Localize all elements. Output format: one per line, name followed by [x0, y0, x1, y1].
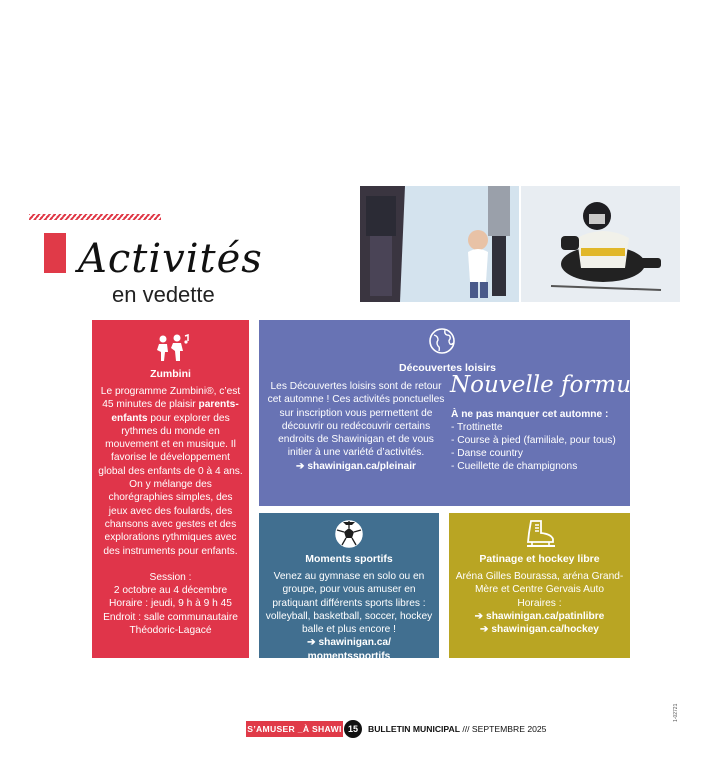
decouvertes-new-formula: Nouvelle formule! — [450, 372, 662, 398]
moments-description: Venez au gymnase en solo ou en groupe, pour vous amuser en pratiquant différents sports libres : volleyball, basketball, soccer, hockey balle et plus encore ! — [265, 571, 433, 636]
moments-title: Moments sportifs — [305, 553, 393, 565]
card-patinage-hockey — [449, 513, 630, 658]
section-tag: S’AMUSER _À SHAWI — [246, 721, 343, 737]
decouvertes-description: Les Découvertes loisirs sont de retour cet automne ! Ces activités ponctuelles sur inscription vous permettent de découvrir ou redécouvrir certains endroits de Shawinigan et de vous initier à une variété d’activités. — [267, 381, 445, 459]
soccer-ball-icon — [334, 519, 364, 549]
zumbini-description: Le programme Zumbini®, c’est 45 minutes de plaisir parents-enfants pour explorer des rythmes du monde en mouvement et en musique. Il favorise le développement global des enfants de 0 à 4 ans. On y mélange des chorégraphies simples, des jeux avec des foulards, des chansons avec gestes et des explorations rythmiques avec des instruments pour enfants. — [98, 386, 243, 557]
ice-skate-icon — [523, 519, 557, 549]
card-moments-sportifs — [259, 513, 439, 662]
list-item: - Danse country — [451, 448, 523, 459]
decouvertes-list-block — [451, 408, 616, 473]
page-subtitle: en vedette — [112, 282, 215, 307]
patinage-title: Patinage et hockey libre — [479, 553, 600, 565]
moments-link-line-2[interactable]: momentssportifs — [307, 650, 391, 662]
patinage-link-1[interactable]: ➔ shawinigan.ca/patinlibre — [474, 610, 605, 622]
zumbini-schedule: Horaire : jeudi, 9 h à 9 h 45 — [109, 598, 232, 610]
list-item: - Cueillette de champignons — [451, 461, 578, 472]
bulletin-name: BULLETIN MUNICIPAL /// SEPTEMBRE 2025 — [368, 724, 547, 734]
patinage-link-2[interactable]: ➔ shawinigan.ca/hockey — [480, 624, 599, 636]
card-zumbini — [92, 320, 249, 658]
title-accent-block — [44, 233, 66, 273]
patinage-description: Aréna Gilles Bourassa, aréna Grand-Mère et Centre Gervais Auto — [455, 571, 624, 596]
list-item: - Course à pied (familiale, pour tous) — [451, 435, 616, 446]
list-item: - Trottinette — [451, 422, 503, 433]
decouvertes-text-block — [266, 380, 446, 473]
decouvertes-title: Découvertes loisirs — [399, 362, 496, 374]
moments-link-line-1[interactable]: ➔ shawinigan.ca/ — [307, 637, 391, 649]
print-code: 1-02721 — [673, 703, 679, 722]
globe-icon — [428, 327, 456, 355]
dancing-people-icon — [152, 334, 190, 362]
decorative-stripe — [29, 214, 161, 220]
page-title: Activités — [78, 236, 263, 282]
photo-sledge-hockey — [521, 186, 680, 302]
decouvertes-list-title: À ne pas manquer cet automne : — [451, 409, 609, 420]
zumbini-place: Endroit : salle communautaire Théodoric-Lagacé — [103, 611, 238, 637]
page-number: 15 — [344, 720, 362, 738]
zumbini-title: Zumbini — [150, 368, 191, 380]
zumbini-session-label: Session : — [149, 571, 192, 583]
photo-zumba-skating — [360, 186, 519, 302]
patinage-hours-label: Horaires : — [517, 597, 562, 609]
zumbini-session-dates: 2 octobre au 4 décembre — [113, 585, 228, 597]
decouvertes-link[interactable]: ➔ shawinigan.ca/pleinair — [295, 460, 417, 472]
